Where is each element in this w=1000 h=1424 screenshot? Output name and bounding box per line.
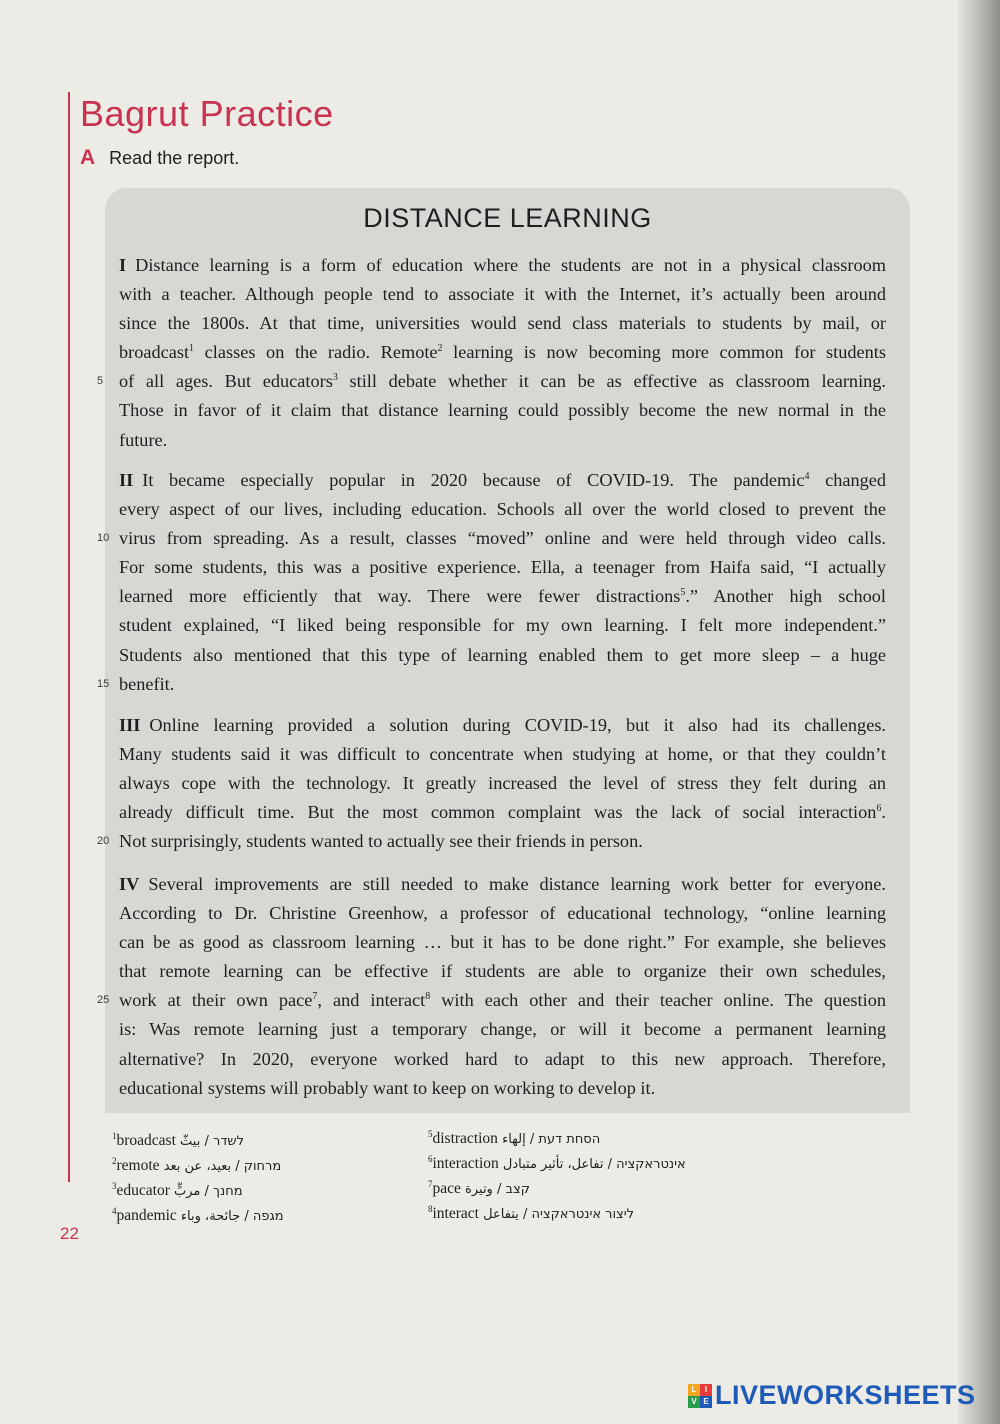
footnote-marker: 5: [680, 587, 686, 599]
glossary-word: broadcast: [116, 1132, 176, 1149]
report-line: I Distance learning is a form of education where the students are not in a physical classroom: [119, 255, 886, 275]
paragraph-numeral: IV: [119, 874, 140, 894]
footnote-marker: 7: [312, 991, 318, 1003]
report-line: future.: [119, 429, 168, 450]
glossary-entry: $^7$pace קצב / وتيرة: [428, 1178, 530, 1197]
glossary-entry: $^1$broadcast לשדר / بيثّ: [112, 1130, 245, 1149]
report-line: every aspect of our lives, including education. Schools all over the world closed to prevent the: [119, 499, 886, 520]
glossary-translation: מחנך / مربٍّ: [169, 1184, 243, 1199]
glossary-word: pandemic: [116, 1207, 177, 1224]
line-number: 15: [97, 677, 110, 690]
report-line: broadcast$^1$ classes on the radio. Remote$^2$ learning is now becoming more common for students: [119, 342, 886, 363]
report-title: DISTANCE LEARNING: [363, 203, 652, 233]
task-letter: A: [80, 146, 96, 169]
logo-tile: I: [700, 1384, 712, 1396]
report-line: already difficult time. But the most common complaint was the lack of social interaction$^6$.: [119, 802, 886, 823]
report-line: 5 of all ages. But educators$^3$ still debate whether it can be as effective as classroom learning.: [119, 367, 886, 396]
report-line: learned more efficiently that way. There were fewer distractions$^5$.” Another high school: [119, 586, 886, 607]
glossary-word: remote: [116, 1157, 160, 1174]
report-line: educational systems will probably want to keep on working to develop it.: [119, 1077, 656, 1098]
report-paragraph: [97, 251, 886, 455]
liveworksheets-watermark: [688, 1380, 976, 1411]
report-line: According to Dr. Christine Greenhow, a professor of educational technology, “online learning: [119, 903, 886, 924]
line-number: 20: [97, 835, 110, 848]
report-line: IV Several improvements are still needed to make distance learning work better for everyone.: [119, 874, 886, 894]
footnote-marker: 8: [425, 991, 431, 1003]
paragraph-numeral: I: [119, 255, 127, 275]
glossary-word: educator: [116, 1182, 170, 1199]
glossary-translation: מגפה / جائحة، وباء: [176, 1209, 284, 1224]
footnote-marker: 1: [189, 343, 195, 355]
report-paragraph: [97, 870, 886, 1103]
report-line: always cope with the technology. It greatly increased the level of stress they felt during an: [119, 773, 886, 794]
section-title: Bagrut Practice: [80, 93, 334, 134]
logo-tile: L: [688, 1384, 700, 1396]
glossary-word: pace: [432, 1180, 461, 1197]
line-number: 10: [97, 532, 110, 545]
glossary-translation: אינטראקציה / تفاعل، تأثير متبادل: [498, 1157, 686, 1172]
glossary-entry: $^8$interact ליצור אינטראקציה / يتفاعل: [428, 1203, 635, 1222]
glossary-translation: ליצור אינטראקציה / يتفاعل: [478, 1207, 635, 1222]
logo-tile: V: [688, 1396, 700, 1408]
paragraph-numeral: III: [119, 715, 141, 735]
liveworksheets-logo-icon: [688, 1384, 712, 1408]
report-line: student explained, “I liked being responsible for my own learning. I felt more independent.”: [119, 615, 886, 636]
glossary-translation: הסחת דעת / إلهاء: [497, 1132, 601, 1147]
report-line: 20 Not surprisingly, students wanted to actually see their friends in person.: [119, 827, 886, 856]
glossary-column: [112, 1129, 452, 1229]
report-line: 15 benefit.: [119, 670, 886, 699]
footnote-marker: 3: [332, 372, 338, 384]
report-line: can be as good as classroom learning … but it has to be done right.” For example, she believes: [119, 932, 886, 953]
footnote-marker: 2: [437, 343, 443, 355]
glossary-column: [428, 1127, 768, 1227]
glossary-word: distraction: [432, 1130, 498, 1147]
accent-rule: [68, 92, 70, 1182]
line-number: 5: [97, 375, 104, 388]
report-line: III Online learning provided a solution during COVID-19, but it also had its challenges.: [119, 715, 886, 735]
glossary-word: interaction: [432, 1155, 499, 1172]
report-line: For some students, this was a positive experience. Ella, a teenager from Haifa said, “I actually: [119, 557, 886, 578]
task-text: Read the report.: [109, 148, 240, 168]
glossary-translation: לשדר / بيثّ: [175, 1134, 245, 1149]
glossary-entry: $^2$remote מרחוק / بعيد، عن بعد: [112, 1155, 282, 1174]
watermark-text: LIVEWORKSHEETS: [715, 1380, 976, 1410]
glossary-entry: $^6$interaction אינטראקציה / تفاعل، تأثير متبادل: [428, 1153, 686, 1172]
report-line: alternative? In 2020, everyone worked hard to adapt to this new approach. Therefore,: [119, 1048, 886, 1069]
glossary-translation: מרחוק / بعيد، عن بعد: [159, 1159, 282, 1174]
task-instruction: [80, 146, 239, 170]
paragraph-numeral: II: [119, 470, 134, 490]
glossary-entry: $^4$pandemic מגפה / جائحة، وباء: [112, 1205, 284, 1224]
page-binding-shadow: [958, 0, 1000, 1424]
report-line: with a teacher. Although people tend to associate it with the Internet, it’s actually been around: [119, 284, 886, 305]
report-line: 25 work at their own pace$^7$, and interact$^8$ with each other and their teacher online. The question: [119, 986, 886, 1015]
report-line: 10 virus from spreading. As a result, classes “moved” online and were held through video calls.: [119, 524, 886, 553]
report-line: is: Was remote learning just a temporary change, or will it become a permanent learning: [119, 1019, 886, 1040]
report-line: Students also mentioned that this type of learning enabled them to get more sleep – a huge: [119, 644, 886, 665]
glossary-translation: קצב / وتيرة: [460, 1182, 530, 1197]
footnote-marker: 4: [804, 470, 810, 482]
footnote-marker: 6: [876, 803, 882, 815]
glossary-entry: $^3$educator מחנך / مربٍّ: [112, 1180, 243, 1199]
report-line: Those in favor of it claim that distance learning could possibly become the new normal in the: [119, 400, 886, 421]
report-line: since the 1800s. At that time, universities would send class materials to students by mail, or: [119, 313, 886, 334]
glossary-entry: $^5$distraction הסחת דעת / إلهاء: [428, 1128, 601, 1147]
line-number: 25: [97, 994, 110, 1007]
report-line: II It became especially popular in 2020 because of COVID-19. The pandemic$^4$ changed: [119, 470, 886, 490]
page-number: 22: [60, 1224, 79, 1243]
report-line: that remote learning can be effective if students are able to organize their own schedules,: [119, 961, 886, 982]
report-paragraph: [97, 711, 886, 856]
report-paragraph: [97, 466, 886, 699]
glossary-word: interact: [432, 1205, 479, 1222]
logo-tile: E: [700, 1396, 712, 1408]
report-line: Many students said it was difficult to concentrate when studying at home, or that they couldn’t: [119, 744, 886, 765]
